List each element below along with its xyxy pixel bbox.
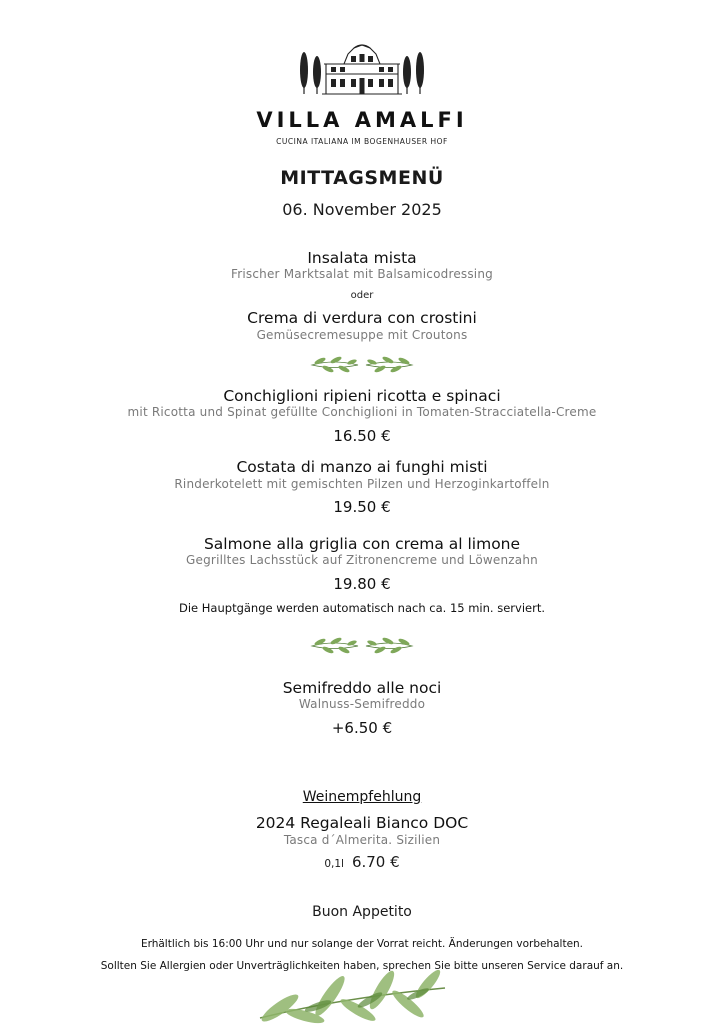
olive-branch-icon (250, 968, 450, 1024)
main-1-description: mit Ricotta und Spinat gefüllte Conchiglioni in Tomaten-Stracciatella-Creme (127, 405, 597, 419)
starter-2-name: Crema di verdura con crostini (247, 309, 477, 327)
dessert-description: Walnuss-Semifreddo (298, 697, 426, 711)
brand-tagline: CUCINA ITALIANA IM BOGENHAUSER HOF (276, 137, 448, 146)
brand-name: VILLA AMALFI (256, 108, 468, 132)
main-2-name: Costata di manzo ai funghi misti (236, 458, 488, 476)
starter-separator: oder (350, 290, 374, 301)
starter-1-name: Insalata mista (307, 249, 417, 267)
wine-heading: Weinempfehlung (302, 789, 422, 805)
wine-name: 2024 Regaleali Bianco DOC (255, 814, 469, 832)
menu-date: 06. November 2025 (282, 200, 442, 219)
dessert-name: Semifreddo alle noci (282, 679, 442, 697)
menu-title: MITTAGSMENÜ (280, 167, 444, 189)
main-3-name: Salmone alla griglia con crema al limone (203, 535, 521, 553)
villa-logo-icon (296, 42, 428, 100)
leaf-divider-icon (308, 635, 416, 657)
main-3-price: 19.80 € (333, 575, 391, 593)
availability-note: Erhältlich bis 16:00 Uhr und nur solange der Vorrat reicht. Änderungen vorbehalten. (140, 938, 584, 950)
main-1-price: 16.50 € (333, 427, 391, 445)
wine-price: 6.70 € (351, 853, 400, 871)
main-3-description: Gegrilltes Lachsstück auf Zitronencreme und Löwenzahn (186, 553, 538, 567)
allergy-note: Sollten Sie Allergien oder Unverträglichkeiten haben, sprechen Sie bitte unseren Service darauf an. (100, 960, 624, 972)
wine-producer: Tasca d´Almerita. Sizilien (283, 833, 441, 847)
closing-greeting: Buon Appetito (312, 904, 412, 920)
main-1-name: Conchiglioni ripieni ricotta e spinaci (223, 387, 501, 405)
starter-1-description: Frischer Marktsalat mit Balsamicodressing (231, 267, 493, 281)
wine-price-row (0, 853, 724, 871)
main-2-price: 19.50 € (333, 498, 391, 516)
dessert-price: +6.50 € (331, 719, 393, 737)
wine-size: 0,1l (324, 858, 344, 870)
leaf-divider-icon (308, 354, 416, 376)
starter-2-description: Gemüsecremesuppe mit Croutons (256, 328, 468, 342)
main-2-description: Rinderkotelett mit gemischten Pilzen und Herzoginkartoffeln (174, 477, 550, 491)
mains-service-note: Die Hauptgänge werden automatisch nach ca. 15 min. serviert. (179, 601, 545, 615)
